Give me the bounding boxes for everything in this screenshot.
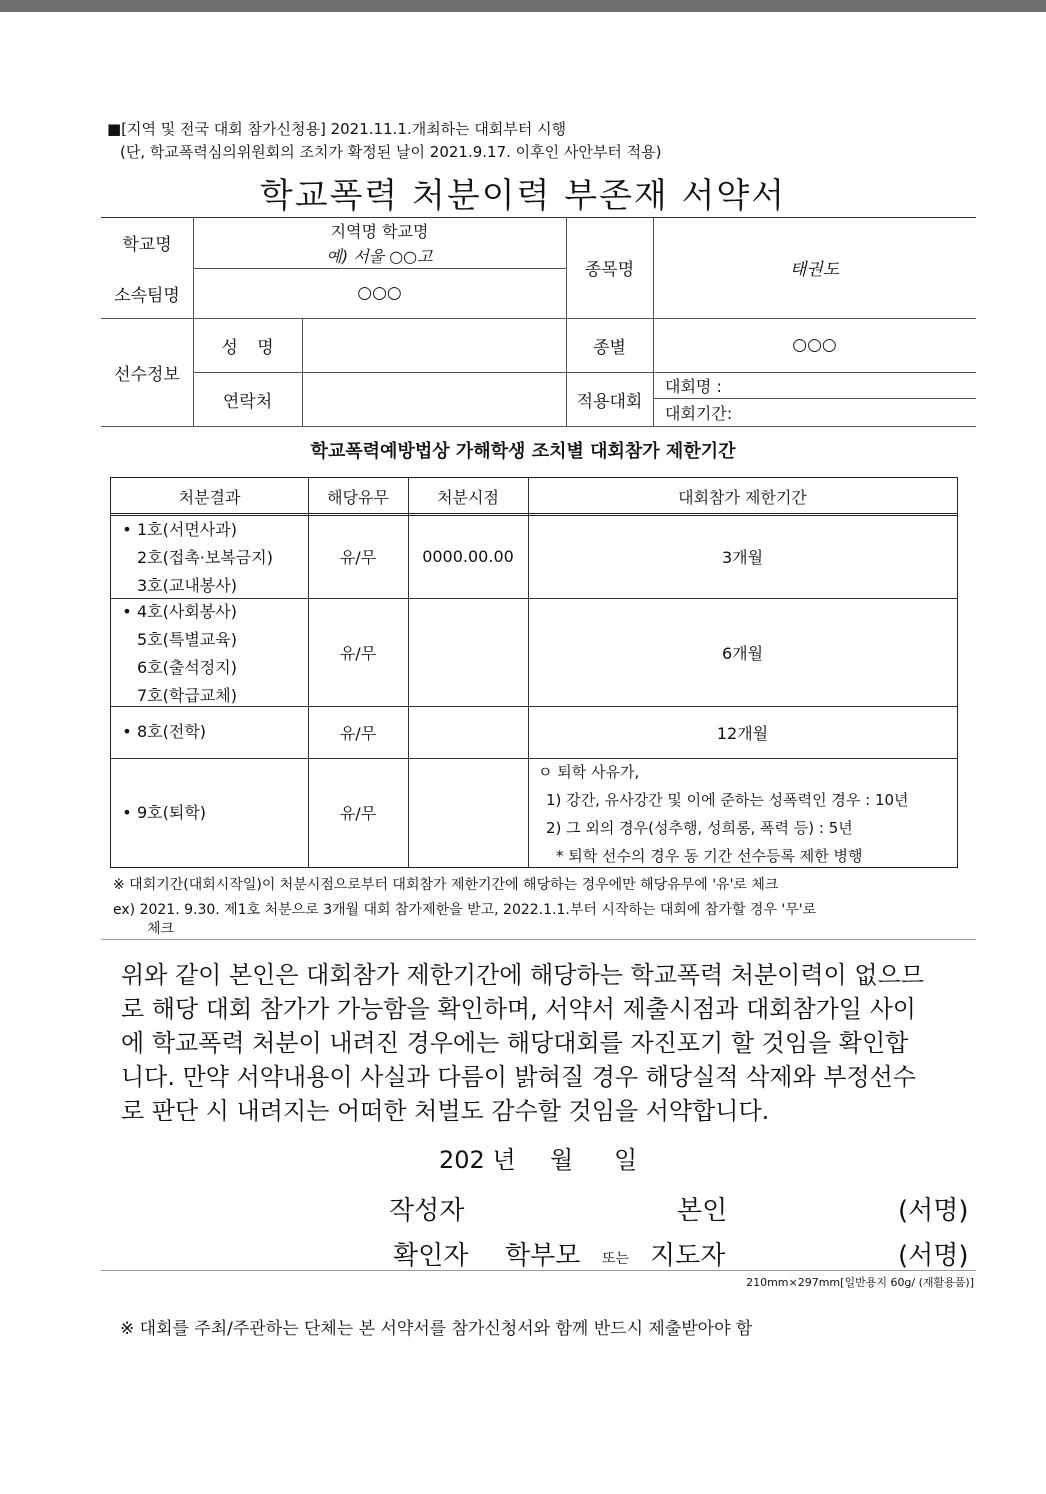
note-2: ex) 2021. 9.30. 제1호 처분으로 3개월 대회 참가제한을 받고, 2022.1.1.부터 시작하는 대회에 참가할 경우 '무'로: [113, 902, 817, 918]
name-label: 성 명: [221, 337, 274, 358]
date-year: 202 년: [439, 1146, 516, 1174]
list-item: 6호(출석정지): [137, 658, 237, 677]
applicable-toggle[interactable]: 유/무: [339, 548, 377, 567]
period-value: 12개월: [716, 723, 769, 743]
pledge-paragraph: [121, 958, 957, 1128]
date-field[interactable]: [408, 758, 528, 867]
paper-spec: 210mm×297mm[일반용지 60g/ (재활용품)]: [746, 1276, 974, 1289]
list-item: • 4호(사회봉사): [117, 598, 237, 626]
category-label: 종별: [593, 337, 626, 358]
col-header-period: 대회참가 제한기간: [678, 487, 807, 507]
footer-note: ※ 대회를 주최/주관하는 단체는 본 서약서를 참가신청서와 함께 반드시 제출받아야 함: [120, 1319, 753, 1339]
document-title: 학교폭력 처분이력 부존재 서약서: [259, 176, 787, 216]
confirmer-label: 확인자: [393, 1241, 469, 1271]
date-field[interactable]: 0000.00.00: [422, 547, 514, 566]
period-line: 2) 그 외의 경우(성추행, 성희롱, 폭력 등) : 5년: [546, 819, 853, 837]
confirmer-parent: 학부모: [505, 1241, 581, 1271]
list-item: 5호(특별교육): [137, 630, 237, 649]
date-day: 일: [614, 1146, 638, 1174]
date-field[interactable]: [408, 598, 528, 706]
writer-value: 본인: [677, 1196, 728, 1226]
applicable-toggle[interactable]: 유/무: [339, 804, 377, 823]
table-title: 학교폭력예방법상 가해학생 조치별 대회참가 제한기간: [310, 441, 736, 462]
event-value: 태권도: [789, 260, 840, 280]
list-item: 7호(학급교체): [137, 686, 237, 705]
school-value-1: 지역명 학교명: [330, 222, 429, 241]
table-row-2-items: [117, 598, 237, 710]
team-label: 소속팀명: [114, 285, 180, 306]
pledge-line: 니다. 만약 서약내용이 사실과 다름이 밝혀질 경우 해당실적 삭제와 부정선수: [121, 1063, 916, 1091]
school-value-2: 예) 서울 ○○고: [326, 247, 433, 266]
category-value: ○○○: [792, 335, 837, 355]
note-1: ※ 대회기간(대회시작일)이 처분시점으로부터 대회참가 제한기간에 해당하는 경우에만 해당유무에 '유'로 체크: [113, 877, 779, 893]
player-info-label: 선수정보: [114, 364, 180, 385]
writer-signature[interactable]: (서명): [898, 1196, 969, 1226]
event-label: 종목명: [584, 260, 635, 280]
note-2-cont: 체크: [147, 921, 175, 937]
table-row-1-items: [117, 516, 273, 600]
date-month: 월: [550, 1146, 574, 1174]
list-item: • 1호(서면사과): [117, 516, 273, 544]
period-line: ㅇ 퇴학 사유가,: [538, 763, 640, 781]
name-field[interactable]: [302, 318, 566, 372]
period-line: * 퇴학 선수의 경우 동 기간 선수등록 제한 병행: [556, 847, 863, 865]
period-value: 3개월: [721, 548, 764, 567]
applicable-toggle[interactable]: 유/무: [339, 643, 377, 663]
header-line-2: (단, 학교폭력심의위원회의 조치가 확정된 날이 2021.9.17. 이후인 사안부터 적용): [120, 143, 662, 161]
contact-field[interactable]: [302, 372, 566, 426]
date-field[interactable]: [408, 706, 528, 758]
header-line-1: ■[지역 및 전국 대회 참가신청용] 2021.11.1.개최하는 대회부터 시행: [107, 120, 567, 138]
expulsion-period-text: [538, 758, 909, 870]
confirmer-signature[interactable]: (서명): [898, 1241, 969, 1271]
writer-label: 작성자: [389, 1196, 465, 1226]
table-row-4-items: [117, 799, 206, 827]
top-bar: [0, 0, 1046, 12]
pledge-line: 에 학교폭력 처분이 내려진 경우에는 해당대회를 자진포기 할 것임을 확인합: [121, 1029, 909, 1057]
pledge-line: 로 판단 시 내려지는 어떠한 처벌도 감수할 것임을 서약합니다.: [121, 1097, 770, 1125]
col-header-applicable: 해당유무: [327, 487, 389, 507]
pledge-line: 로 해당 대회 참가가 가능함을 확인하며, 서약서 제출시점과 대회참가일 사이: [121, 995, 916, 1023]
period-line: 1) 강간, 유사강간 및 이에 준하는 성폭력인 경우 : 10년: [546, 791, 909, 809]
confirmer-or: 또는: [602, 1251, 630, 1267]
pledge-line: 위와 같이 본인은 대회참가 제한기간에 해당하는 학교폭력 처분이력이 없으므: [121, 961, 924, 989]
competition-name-field[interactable]: 대회명 :: [665, 376, 722, 396]
list-item: 2호(접촉·보복금지): [137, 548, 273, 567]
contact-label: 연락처: [222, 391, 273, 412]
confirmer-coach: 지도자: [650, 1241, 726, 1271]
list-item: • 8호(전학): [117, 718, 206, 746]
table-row-3-items: [117, 718, 206, 746]
list-item: 3호(교내봉사): [137, 576, 237, 595]
competition-label: 적용대회: [576, 391, 643, 412]
disposition-table: [110, 477, 958, 868]
list-item: • 9호(퇴학): [117, 799, 206, 827]
competition-period-field[interactable]: 대회기간:: [665, 403, 733, 423]
col-header-date: 처분시점: [437, 487, 499, 507]
school-label: 학교명: [122, 235, 172, 255]
team-value: ○○○: [357, 283, 402, 303]
period-value: 6개월: [721, 643, 764, 663]
col-header-result: 처분결과: [178, 487, 241, 507]
applicable-toggle[interactable]: 유/무: [339, 723, 377, 743]
